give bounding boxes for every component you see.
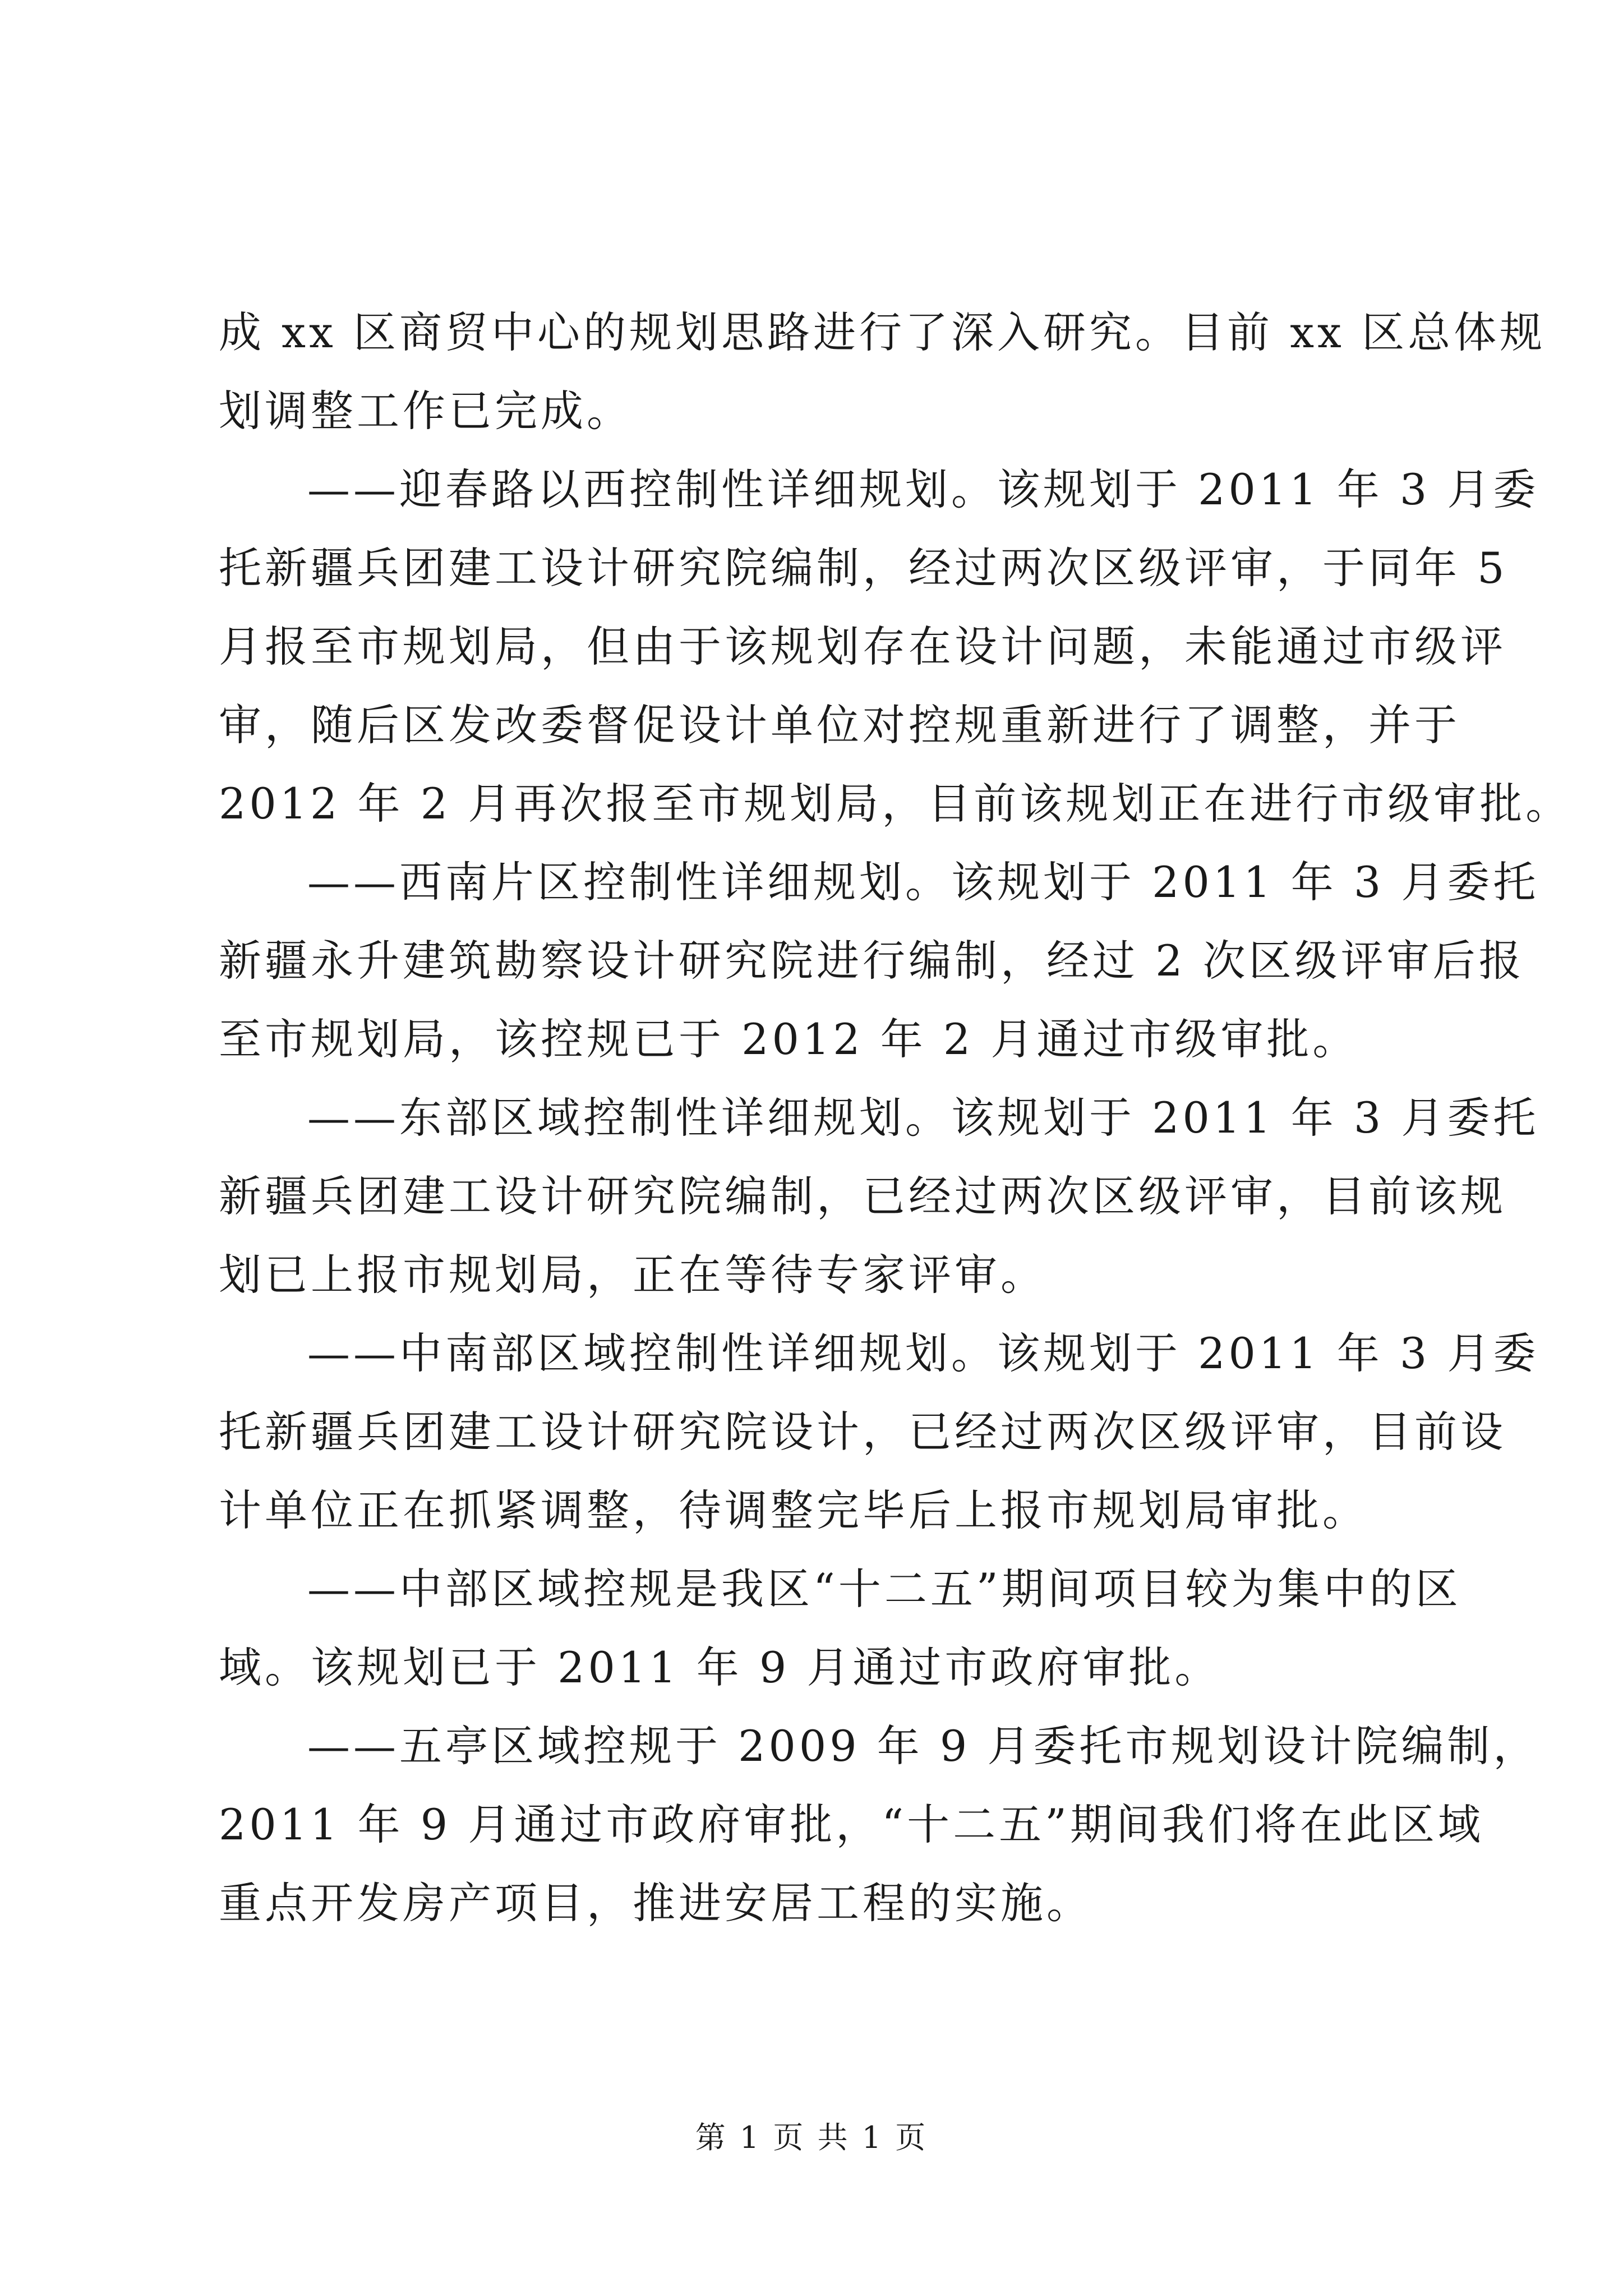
text-line: ——中南部区域控制性详细规划。该规划于 2011 年 3 月委 — [307, 1328, 1539, 1378]
text-line: 成 xx 区商贸中心的规划思路进行了深入研究。目前 xx 区总体规 — [219, 307, 1546, 357]
text-line: ——五亭区域控规于 2009 年 9 月委托市规划设计院编制， — [307, 1721, 1539, 1771]
page-footer: 第 1 页 共 1 页 — [695, 2120, 928, 2155]
text-line: 审，随后区发改委督促设计单位对控规重新进行了调整，并于 — [219, 700, 1460, 750]
text-line: 2012 年 2 月再次报至市规划局，目前该规划正在进行市级审批。 — [219, 779, 1572, 829]
text-line: 托新疆兵团建工设计研究院编制，经过两次区级评审，于同年 5 — [219, 543, 1508, 593]
text-line: 计单位正在抓紧调整，待调整完毕后上报市规划局审批。 — [219, 1485, 1368, 1535]
text-line: 新疆兵团建工设计研究院编制，已经过两次区级评审，目前该规 — [219, 1171, 1506, 1221]
text-line: 2011 年 9 月通过市政府审批，“十二五”期间我们将在此区域 — [219, 1800, 1484, 1849]
text-line: 月报至市规划局，但由于该规划存在设计问题，未能通过市级评 — [219, 622, 1506, 671]
text-line: 划调整工作已完成。 — [219, 386, 633, 436]
text-line: 托新疆兵团建工设计研究院设计，已经过两次区级评审，目前设 — [219, 1407, 1506, 1457]
text-line: 重点开发房产项目，推进安居工程的实施。 — [219, 1878, 1092, 1928]
text-line: 至市规划局，该控规已于 2012 年 2 月通过市级审批。 — [219, 1014, 1359, 1064]
text-line: ——西南片区控制性详细规划。该规划于 2011 年 3 月委托 — [307, 857, 1539, 907]
text-line: ——迎春路以西控制性详细规划。该规划于 2011 年 3 月委 — [307, 464, 1539, 514]
text-line: 域。该规划已于 2011 年 9 月通过市政府审批。 — [219, 1642, 1221, 1692]
text-line: ——东部区域控制性详细规划。该规划于 2011 年 3 月委托 — [307, 1093, 1539, 1143]
text-line: 新疆永升建筑勘察设计研究院进行编制，经过 2 次区级评审后报 — [219, 936, 1525, 986]
text-line: ——中部区域控规是我区“十二五”期间项目较为集中的区 — [307, 1564, 1461, 1614]
text-line: 划已上报市规划局，正在等待专家评审。 — [219, 1250, 1046, 1300]
